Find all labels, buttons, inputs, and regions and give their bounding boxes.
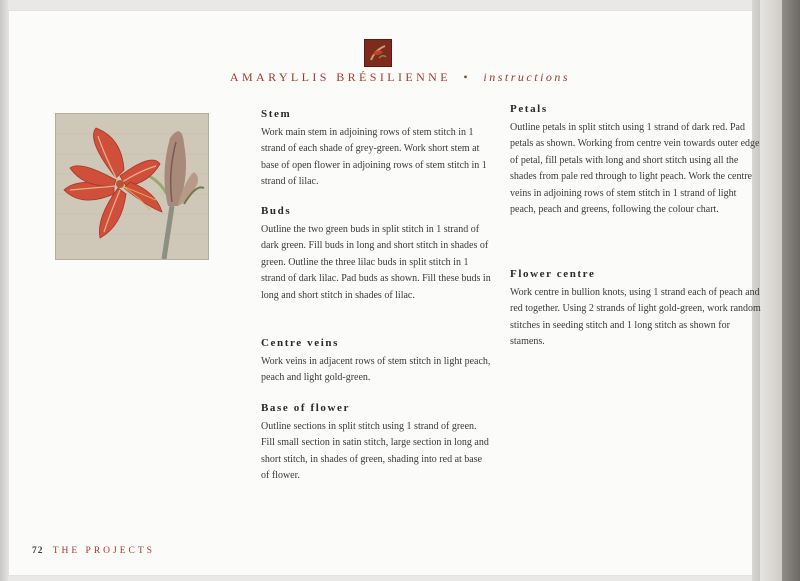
title-subtitle: instructions (483, 70, 571, 84)
page-title (0, 70, 800, 85)
page-number: 72 (32, 546, 44, 556)
heading-buds: Buds (261, 205, 292, 217)
heading-stem: Stem (261, 108, 292, 120)
text-flower-centre: Work centre in bullion knots, using 1 strand each of peach and red together. Using 2 strands of light gold-green, work random stitches in seeding stitch and 1 long stitch as shown for stamens. (510, 287, 761, 348)
text-base-of-flower: Outline sections in split stitch using 1 strand of green. Fill small section in satin stitch, large section in long and short stitch, in shades of green, shading into red at base of flower. (261, 421, 489, 482)
embroidery-photo (55, 113, 209, 260)
section-flower-centre (510, 268, 762, 351)
heading-base-of-flower: Base of flower (261, 402, 350, 414)
section-petals (510, 103, 762, 218)
heading-petals: Petals (510, 103, 548, 115)
text-petals: Outline petals in split stitch using 1 strand of dark red. Pad petals as shown. Working from centre vein towards outer edge of petal, fill petals with long and short stitch using all the shades from pale red through to light peach. Work the centre veins in adjoining rows of stem stitch in 1 strand of light peach, peach and greens, following the colour chart. (510, 122, 760, 216)
text-stem: Work main stem in adjoining rows of stem stitch in 1 strand of each shade of grey-green. Work short stem at base of open flower in adjoining rows of stem stitch in 1 strand of lilac. (261, 127, 487, 188)
title-main: AMARYLLIS BRÉSILIENNE (229, 70, 451, 84)
text-centre-veins: Work veins in adjacent rows of stem stitch in light peach, peach and light gold-green. (261, 356, 491, 384)
section-centre-veins (261, 337, 491, 387)
footer-label: THE PROJECTS (52, 546, 155, 556)
title-separator: • (463, 70, 471, 84)
section-base-of-flower (261, 402, 491, 485)
page-footer (32, 546, 155, 556)
heading-centre-veins: Centre veins (261, 337, 339, 349)
section-stem (261, 108, 491, 191)
flower-motif-icon (364, 39, 392, 67)
text-buds: Outline the two green buds in split stitch in 1 strand of dark green. Fill buds in long and short stitch in shades of green. Outline the three lilac buds in split stitch in 1 strand of dark lilac. Pad buds as shown. Fill these buds in long and short stitch in shades of lilac. (261, 224, 491, 301)
page-binding-left (0, 0, 8, 581)
section-buds (261, 205, 491, 304)
page-fold-strip (760, 0, 782, 581)
heading-flower-centre: Flower centre (510, 268, 596, 280)
